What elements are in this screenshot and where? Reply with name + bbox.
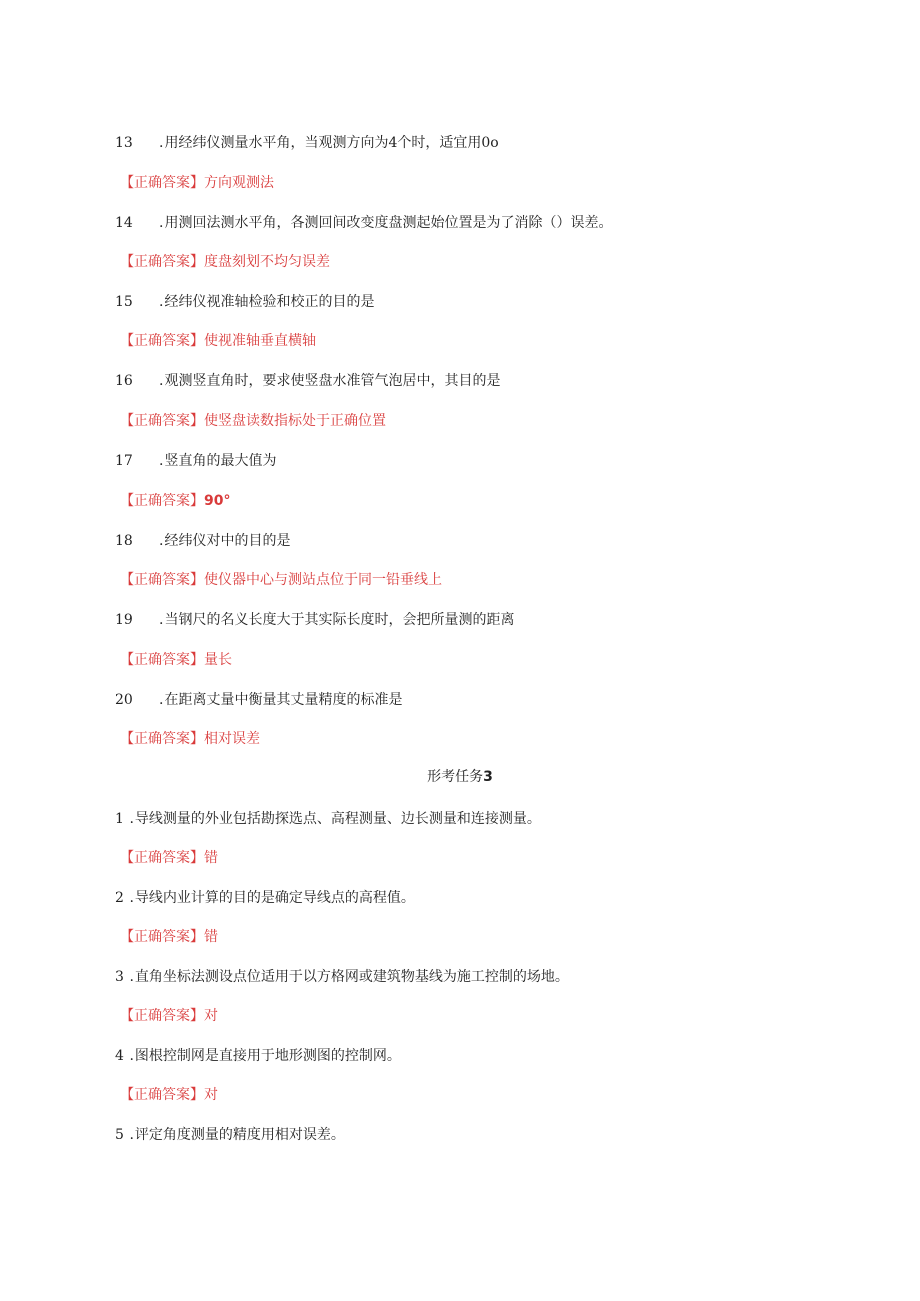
- answer-prefix: 【正确答案】: [120, 1008, 204, 1024]
- answer-text: 对: [204, 1087, 218, 1103]
- question-text: 用测回法测水平角，各测回间改变度盘测起始位置是为了消除（）误差。: [164, 215, 613, 231]
- answer-text: 量长: [204, 652, 232, 668]
- answer-14: [120, 253, 330, 271]
- question-13: 13 .用经纬仪测量水平角，当观测方向为4个时，适宜用0o: [115, 135, 499, 151]
- question-number: 15: [115, 294, 133, 310]
- answer-text: 使竖盘读数指标处于正确位置: [204, 413, 386, 429]
- answer-prefix: 【正确答案】: [120, 333, 204, 349]
- answer-17: [120, 492, 230, 510]
- question-number: 19: [115, 612, 133, 628]
- answer-prefix: 【正确答案】: [120, 572, 204, 588]
- answer-prefix: 【正确答案】: [120, 850, 204, 866]
- question-19: 19 .当钢尺的名义长度大于其实际长度时，会把所量测的距离: [115, 612, 515, 628]
- question-number: 5: [115, 1127, 124, 1143]
- question-text: 观测竖直角时，要求使竖盘水准管气泡居中，其目的是: [164, 373, 501, 389]
- question-text: 图根控制网是直接用于地形测图的控制网。: [134, 1048, 401, 1064]
- answer-prefix: 【正确答案】: [120, 254, 204, 270]
- answer-prefix: 【正确答案】: [120, 413, 204, 429]
- answer-text: 错: [204, 929, 218, 945]
- question-14: 14 .用测回法测水平角，各测回间改变度盘测起始位置是为了消除（）误差。: [115, 215, 613, 231]
- question-17: 17 .竖直角的最大值为: [115, 453, 277, 469]
- answer-text: 错: [204, 850, 218, 866]
- question-16: 16 .观测竖直角时，要求使竖盘水准管气泡居中，其目的是: [115, 373, 501, 389]
- question-p3-1: 1 .导线测量的外业包括勘探选点、高程测量、边长测量和连接测量。: [115, 811, 541, 827]
- section-heading: [0, 768, 920, 786]
- answer-text: 相对误差: [204, 731, 260, 747]
- answer-p3-2: [120, 928, 218, 946]
- question-number: 14: [115, 215, 133, 231]
- answer-p3-1: [120, 849, 218, 867]
- answer-13: [120, 174, 274, 192]
- answer-text: 使仪器中心与测站点位于同一铅垂线上: [204, 572, 442, 588]
- question-number: 16: [115, 373, 133, 389]
- answer-text: 90°: [204, 493, 231, 509]
- question-text: 在距离丈量中衡量其丈量精度的标准是: [164, 692, 403, 708]
- question-text: 经纬仪视准轴检验和校正的目的是: [164, 294, 375, 310]
- question-number: 1: [115, 811, 124, 827]
- question-number: 13: [115, 135, 133, 151]
- answer-p3-3: [120, 1007, 218, 1025]
- question-15: 15 .经纬仪视准轴检验和校正的目的是: [115, 294, 375, 310]
- question-p3-5: 5 .评定角度测量的精度用相对误差。: [115, 1127, 345, 1143]
- section-title-number: 3: [483, 769, 493, 785]
- answer-16: [120, 412, 386, 430]
- question-p3-4: 4 .图根控制网是直接用于地形测图的控制网。: [115, 1048, 401, 1064]
- question-text: 竖直角的最大值为: [164, 453, 277, 469]
- answer-prefix: 【正确答案】: [120, 1087, 204, 1103]
- question-text: 当钢尺的名义长度大于其实际长度时，会把所量测的距离: [164, 612, 515, 628]
- answer-prefix: 【正确答案】: [120, 731, 204, 747]
- question-p3-2: 2 .导线内业计算的目的是确定导线点的高程值。: [115, 890, 415, 906]
- answer-19: [120, 651, 232, 669]
- section-title-text: 形考任务: [427, 769, 484, 785]
- question-text: 经纬仪对中的目的是: [164, 533, 291, 549]
- answer-text: 方向观测法: [204, 175, 274, 191]
- answer-20: [120, 730, 260, 748]
- answer-text: 度盘刻划不均匀误差: [204, 254, 330, 270]
- question-number: 2: [115, 890, 124, 906]
- answer-15: [120, 332, 316, 350]
- question-number: 4: [115, 1048, 124, 1064]
- question-number: 17: [115, 453, 133, 469]
- question-text: 直角坐标法测设点位适用于以方格网或建筑物基线为施工控制的场地。: [134, 969, 569, 985]
- question-number: 3: [115, 969, 124, 985]
- answer-prefix: 【正确答案】: [120, 493, 204, 509]
- question-number: 18: [115, 533, 133, 549]
- answer-prefix: 【正确答案】: [120, 175, 204, 191]
- question-text: 评定角度测量的精度用相对误差。: [134, 1127, 345, 1143]
- question-text: 导线内业计算的目的是确定导线点的高程值。: [134, 890, 415, 906]
- answer-prefix: 【正确答案】: [120, 929, 204, 945]
- question-text: 用经纬仪测量水平角，当观测方向为4个时，适宜用0o: [164, 135, 499, 151]
- question-text: 导线测量的外业包括勘探选点、高程测量、边长测量和连接测量。: [134, 811, 541, 827]
- answer-prefix: 【正确答案】: [120, 652, 204, 668]
- question-p3-3: 3 .直角坐标法测设点位适用于以方格网或建筑物基线为施工控制的场地。: [115, 969, 569, 985]
- answer-p3-4: [120, 1086, 218, 1104]
- question-20: 20 .在距离丈量中衡量其丈量精度的标准是: [115, 692, 403, 708]
- question-number: 20: [115, 692, 133, 708]
- question-18: 18 .经纬仪对中的目的是: [115, 533, 291, 549]
- answer-18: [120, 571, 442, 589]
- answer-text: 对: [204, 1008, 218, 1024]
- answer-text: 使视准轴垂直横轴: [204, 333, 316, 349]
